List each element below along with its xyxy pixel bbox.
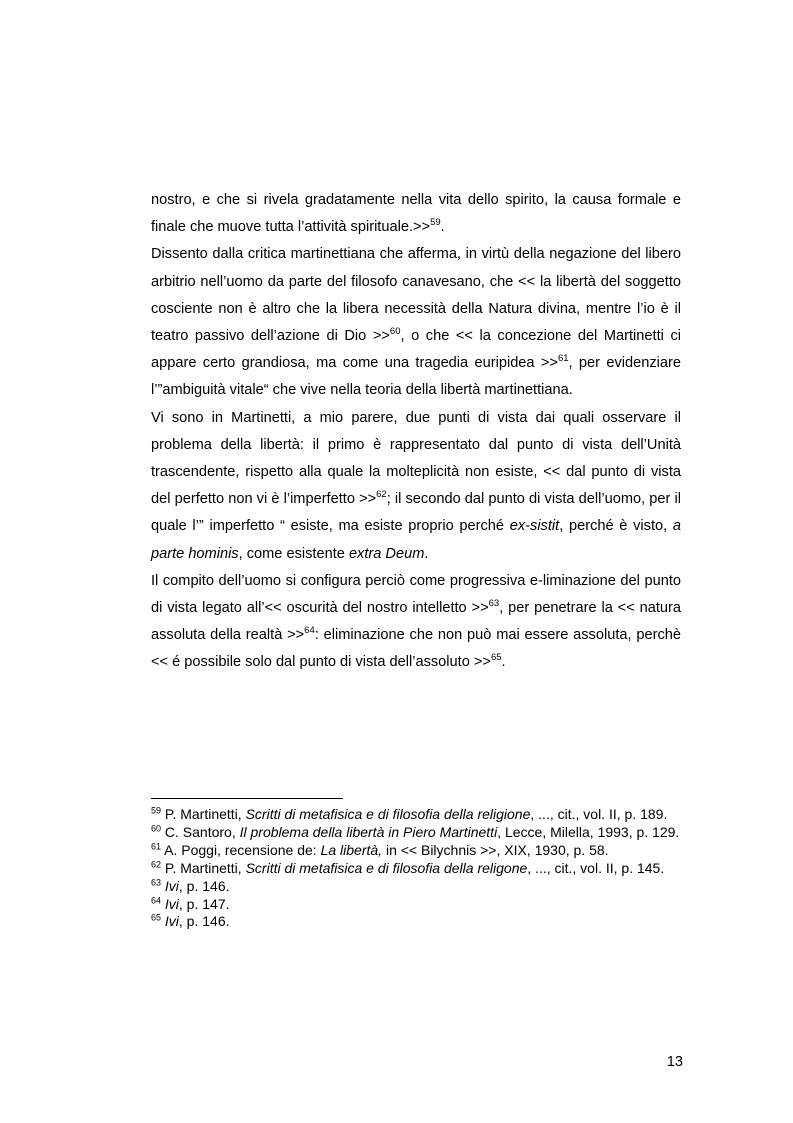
footnote-text: , p. 146.	[178, 913, 230, 930]
footnote-number: 63	[151, 876, 162, 887]
body-text	[151, 187, 681, 677]
footnote-text: , p. 146.	[178, 877, 230, 894]
text-run: Dissento dalla critica martinettiana che afferma, in virtù della negazione del libero arbitrio nell’uomo da parte del filosofo canavesano, che << la libertà del soggetto cosciente non è altro che la libera necessità della Natura divina, mentre l’io è il teatro passivo dell’azione di Dio >>	[151, 246, 681, 345]
text-run: .	[501, 654, 506, 671]
text-run: Vi sono in Martinetti, a mio parere, due punti di vista dai quali osservare il problema della libertà: il primo è rappresentato dal punto di vista dell’Unità trascendente, rispetto alla quale la molteplicità non esiste, << dal punto di vista del perfetto non vi è l’imperfetto >>	[151, 409, 681, 508]
footnote-text: , ..., cit., vol. II, p. 189.	[530, 806, 668, 822]
italic-term: a parte hominis	[151, 518, 682, 562]
footnotes	[151, 806, 681, 931]
footnote-title: Scritti di metafisica e di filosofia della religone	[245, 859, 528, 876]
paragraph-4	[151, 568, 681, 677]
italic-term: extra Deum	[348, 545, 425, 562]
text-run: .	[440, 219, 445, 236]
footnote-text: A. Poggi, recensione de:	[161, 841, 321, 858]
page-number: 13	[666, 1054, 683, 1070]
text-run: ; il secondo dal punto di vista dell’uomo, per il quale l’” imperfetto “ esiste, ma esiste proprio perché	[151, 491, 682, 535]
italic-term: ex-sistit	[509, 518, 560, 535]
footnote-number: 59	[151, 805, 162, 816]
text-run: .	[424, 545, 429, 562]
footnote	[151, 913, 681, 931]
footnote	[151, 806, 681, 824]
footnote-title: Ivi	[164, 913, 179, 930]
footnote	[151, 896, 681, 914]
footnote	[151, 878, 681, 896]
text-run: Il compito dell’uomo si configura perciò come progressiva e-liminazione del punto di vista legato all’<< oscurità del nostro intelletto >>	[151, 572, 681, 617]
text-run: , o che << la concezione del Martinetti ci appare certo grandiosa, ma come una tragedia euripidea >>	[151, 328, 681, 372]
footnote-title: Il problema della libertà in Piero Martinetti	[239, 823, 498, 840]
footnote-title: Scritti di metafisica e di filosofia della religione	[245, 806, 531, 822]
footnote-ref: 63	[488, 598, 500, 610]
footnote-title: La libertà,	[320, 841, 383, 858]
footnote-number: 61	[151, 841, 162, 852]
footnote-ref: 62	[376, 489, 387, 501]
footnote-text: in << Bilychnis >>, XIX, 1930, p. 58.	[382, 841, 609, 858]
footnote	[151, 824, 681, 842]
footnote-text: , p. 147.	[178, 895, 230, 912]
text-run: : eliminazione che non può mai essere assoluta, perchè << é possibile solo dal punto di vista dell’assoluto >>	[151, 627, 681, 671]
footnote-text: , Lecce, Milella, 1993, p. 129.	[497, 823, 680, 840]
footnote-number: 60	[151, 823, 162, 834]
text-run: , per penetrare la << natura assoluta della realtà >>	[151, 600, 681, 644]
footnote	[151, 860, 681, 878]
text-run: , per evidenziare l’”ambiguità vitale“ che vive nella teoria della libertà martinettiana.	[151, 355, 681, 399]
text-run: , perché è visto,	[559, 518, 673, 535]
footnote-ref: 65	[490, 652, 502, 664]
text-run: , come esistente	[238, 545, 349, 562]
footnote-text: P. Martinetti,	[161, 806, 246, 822]
footnote-ref: 60	[389, 326, 401, 338]
footnote-ref: 61	[557, 353, 569, 365]
footnote-text: , ..., cit., vol. II, p. 145.	[527, 859, 665, 876]
footnote-title: Ivi	[164, 877, 179, 894]
footnote-number: 65	[151, 912, 162, 923]
footnote-text: P. Martinetti,	[161, 859, 246, 876]
footnote-number: 62	[151, 859, 162, 870]
footnote-ref: 59	[430, 217, 441, 229]
paragraph-3	[151, 405, 681, 568]
footnote	[151, 842, 681, 860]
paragraph-1	[151, 187, 681, 241]
text-run: nostro, e che si rivela gradatamente nella vita dello spirito, la causa formale e finale che muove tutta l’attività spirituale.>>	[151, 192, 681, 236]
paragraph-2	[151, 241, 681, 404]
footnote-number: 64	[151, 894, 162, 905]
footnote-ref: 64	[304, 625, 315, 637]
footnote-separator	[151, 798, 343, 799]
footnote-text: C. Santoro,	[161, 823, 240, 840]
footnote-title: Ivi	[164, 895, 179, 912]
